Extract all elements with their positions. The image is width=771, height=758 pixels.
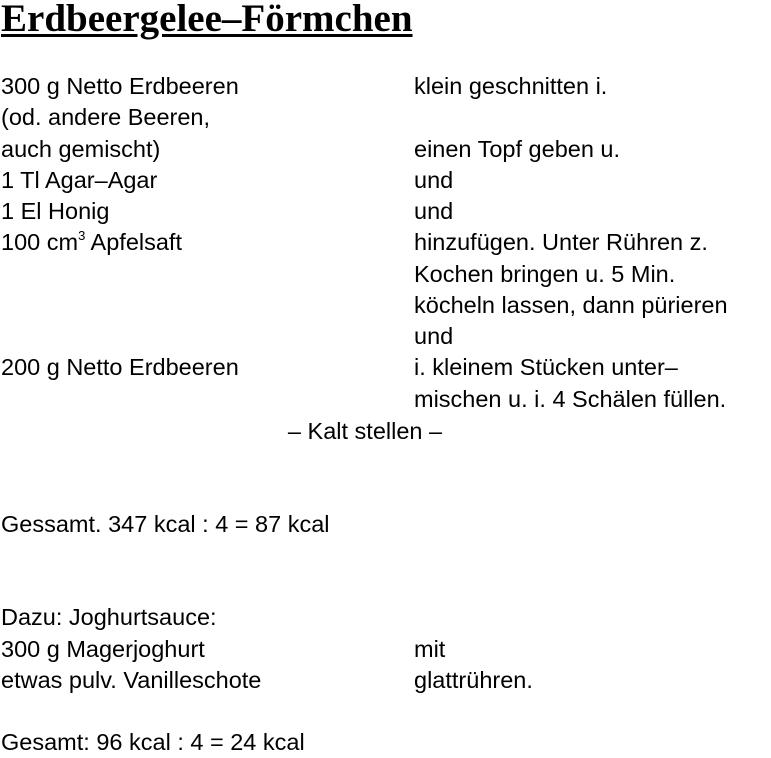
sauce-ingredient-2: etwas pulv. Vanilleschote — [1, 667, 262, 693]
instruction-line-10: i. kleinem Stücken unter– — [414, 354, 678, 380]
ingredient-name: Apfelsaft — [85, 229, 182, 255]
instruction-line-7: Kochen bringen u. 5 Min. — [414, 261, 676, 287]
instruction-line-5: und — [414, 198, 454, 224]
total-calories-2: Gesamt: 96 kcal : 4 = 24 kcal — [1, 729, 305, 755]
instruction-line-9: und — [414, 323, 454, 349]
superscript-unit: 3 — [78, 228, 86, 243]
ingredient-line-5: 1 El Honig — [1, 198, 110, 224]
instruction-line-1: klein geschnitten i. — [414, 73, 608, 99]
sauce-ingredient-1: 300 g Magerjoghurt — [1, 636, 205, 662]
ingredient-line-3: auch gemischt) — [1, 136, 161, 162]
instruction-line-8: köcheln lassen, dann pürieren — [414, 292, 728, 318]
ingredient-line-10: 200 g Netto Erdbeeren — [1, 354, 239, 380]
instruction-line-6: hinzufügen. Unter Rühren z. — [414, 229, 708, 255]
instruction-line-11: mischen u. i. 4 Schälen füllen. — [414, 386, 727, 412]
sauce-instruction-2: glattrühren. — [414, 667, 533, 693]
ingredient-line-2: (od. andere Beeren, — [1, 104, 211, 130]
ingredient-amount: 100 cm — [1, 229, 79, 255]
instruction-line-4: und — [414, 167, 454, 193]
total-calories-1: Gessamt. 347 kcal : 4 = 87 kcal — [1, 511, 330, 537]
center-note: – Kalt stellen – — [287, 418, 443, 444]
sauce-instruction-1: mit — [414, 636, 446, 662]
instruction-line-3: einen Topf geben u. — [414, 136, 621, 162]
ingredient-line-1: 300 g Netto Erdbeeren — [1, 73, 239, 99]
sauce-heading: Dazu: Joghurtsauce: — [1, 604, 217, 630]
ingredient-line-6 — [1, 227, 182, 258]
ingredient-line-4: 1 Tl Agar–Agar — [1, 167, 158, 193]
recipe-title: Erdbeergelee–Förmchen — [1, 0, 413, 40]
